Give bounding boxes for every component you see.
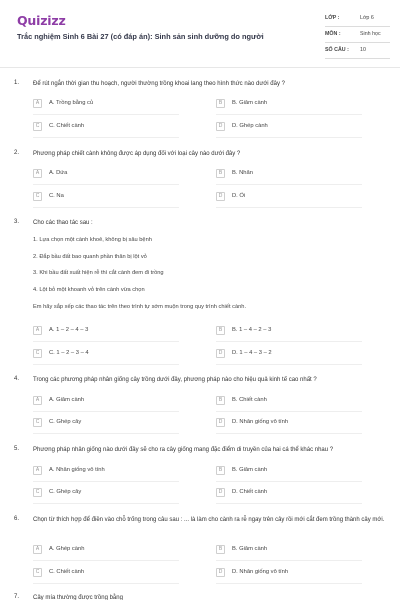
header-divider bbox=[0, 67, 400, 68]
option-text: B. Nhãn bbox=[232, 170, 253, 176]
option-underline bbox=[33, 184, 179, 185]
option-letter-box: C bbox=[33, 192, 42, 201]
option-b[interactable] bbox=[216, 99, 376, 111]
question-number: 6. bbox=[14, 516, 20, 522]
option-a[interactable] bbox=[33, 396, 193, 408]
option-b[interactable] bbox=[216, 169, 376, 181]
option-underline bbox=[216, 184, 362, 185]
quizizz-logo[interactable]: Quizizz bbox=[17, 13, 66, 28]
instruction-line: Em hãy sắp xếp các thao tác trên theo trình tự sớm muộn trong quy trình chiết cành. bbox=[33, 304, 247, 310]
option-letter-box: B bbox=[216, 169, 225, 178]
question-number: 3. bbox=[14, 219, 20, 225]
option-letter-box: D bbox=[216, 488, 225, 497]
question-number: 7. bbox=[14, 594, 20, 600]
option-b[interactable] bbox=[216, 326, 376, 338]
page-title: Trắc nghiệm Sinh 6 Bài 27 (có đáp án): Sinh sản sinh dưỡng do người bbox=[17, 32, 264, 41]
option-b[interactable] bbox=[216, 545, 376, 557]
option-text: D. 1 – 4 – 3 – 2 bbox=[232, 350, 272, 356]
option-letter-box: B bbox=[216, 466, 225, 475]
option-underline bbox=[216, 207, 362, 208]
option-text: C. Chiết cành bbox=[49, 123, 85, 129]
option-text: B. 1 – 4 – 2 – 3 bbox=[232, 327, 272, 333]
option-text: A. 1 – 2 – 4 – 3 bbox=[49, 327, 89, 333]
option-text: D. Nhân giống vô tính bbox=[232, 419, 289, 425]
option-text: C. Ghép cây bbox=[49, 419, 82, 425]
option-underline bbox=[33, 433, 179, 434]
option-text: B. Giâm cành bbox=[232, 546, 268, 552]
option-text: D. Nhân giống vô tính bbox=[232, 569, 289, 575]
step-line: 4. Lột bỏ một khoanh vỏ trên cành vừa chọn bbox=[33, 287, 145, 293]
option-letter-box: C bbox=[33, 418, 42, 427]
option-underline bbox=[216, 503, 362, 504]
option-letter-box: A bbox=[33, 99, 42, 108]
question-number: 5. bbox=[14, 446, 20, 452]
question-text: Để rút ngắn thời gian thu hoạch, người thường trồng khoai lang theo hình thức nào dưới đây ? bbox=[33, 81, 285, 87]
option-letter-box: B bbox=[216, 99, 225, 108]
option-underline bbox=[33, 114, 179, 115]
option-d[interactable] bbox=[216, 349, 376, 361]
option-underline bbox=[33, 560, 179, 561]
option-text: A. Nhân giống vô tính bbox=[49, 467, 105, 473]
question-text: Phương pháp nhân giống nào dưới đây sẽ cho ra cây giống mang đặc điểm di truyền của hai cá thể khác nhau ? bbox=[33, 447, 334, 453]
option-d[interactable] bbox=[216, 488, 376, 500]
option-underline bbox=[216, 341, 362, 342]
option-letter-box: C bbox=[33, 568, 42, 577]
option-underline bbox=[33, 481, 179, 482]
option-letter-box: A bbox=[33, 396, 42, 405]
question-text: Phương pháp chiết cành không được áp dụng đối với loại cây nào dưới đây ? bbox=[33, 151, 241, 157]
option-a[interactable] bbox=[33, 99, 193, 111]
meta-table bbox=[325, 11, 390, 59]
option-underline bbox=[33, 341, 179, 342]
option-underline bbox=[33, 411, 179, 412]
option-underline bbox=[216, 583, 362, 584]
option-text: C. 1 – 2 – 3 – 4 bbox=[49, 350, 89, 356]
meta-value: Sinh học bbox=[360, 31, 381, 37]
meta-row-count bbox=[325, 43, 390, 59]
option-letter-box: C bbox=[33, 122, 42, 131]
option-letter-box: C bbox=[33, 349, 42, 358]
option-underline bbox=[33, 207, 179, 208]
question-text: Chọn từ thích hợp để điền vào chỗ trống trong câu sau : ... là làm cho cành ra rễ ngay trên cây rồi mới cắt đem trồng thành cây mới. bbox=[33, 517, 385, 523]
step-line: 2. Đắp bầu đất bao quanh phần thân bị lột vỏ bbox=[33, 254, 147, 260]
option-letter-box: B bbox=[216, 326, 225, 335]
meta-label: LỚP : bbox=[325, 15, 340, 21]
option-letter-box: A bbox=[33, 545, 42, 554]
option-letter-box: D bbox=[216, 122, 225, 131]
option-underline bbox=[33, 583, 179, 584]
option-letter-box: A bbox=[33, 466, 42, 475]
option-text: A. Dứa bbox=[49, 170, 68, 176]
option-c[interactable] bbox=[33, 192, 193, 204]
option-text: A. Giâm cành bbox=[49, 397, 85, 403]
option-a[interactable] bbox=[33, 326, 193, 338]
worksheet-header bbox=[0, 0, 400, 62]
option-underline bbox=[216, 411, 362, 412]
meta-label: SỐ CÂU : bbox=[325, 47, 349, 53]
option-letter-box: C bbox=[33, 488, 42, 497]
question-number: 1. bbox=[14, 80, 20, 86]
option-c[interactable] bbox=[33, 488, 193, 500]
option-a[interactable] bbox=[33, 466, 193, 478]
option-letter-box: D bbox=[216, 192, 225, 201]
meta-label: MÔN : bbox=[325, 31, 341, 37]
option-c[interactable] bbox=[33, 122, 193, 134]
option-text: B. Giâm cành bbox=[232, 100, 268, 106]
question-text: Cây mía thường được trồng bằng bbox=[33, 595, 123, 600]
option-d[interactable] bbox=[216, 568, 376, 580]
option-letter-box: D bbox=[216, 418, 225, 427]
option-letter-box: B bbox=[216, 545, 225, 554]
option-letter-box: A bbox=[33, 169, 42, 178]
question-text: Trong các phương pháp nhân giống cây trồng dưới đây, phương pháp nào cho hiệu quả kinh tế cao nhất ? bbox=[33, 377, 317, 383]
option-underline bbox=[216, 433, 362, 434]
option-b[interactable] bbox=[216, 396, 376, 408]
meta-row-grade bbox=[325, 11, 390, 27]
option-text: C. Ghép cây bbox=[49, 489, 82, 495]
option-text: A. Trồng bằng củ bbox=[49, 100, 94, 106]
option-text: D. Ghép cành bbox=[232, 123, 268, 129]
option-c[interactable] bbox=[33, 568, 193, 580]
option-text: C. Chiết cành bbox=[49, 569, 85, 575]
option-underline bbox=[216, 137, 362, 138]
option-a[interactable] bbox=[33, 545, 193, 557]
option-underline bbox=[33, 137, 179, 138]
meta-row-subject bbox=[325, 27, 390, 43]
option-d[interactable] bbox=[216, 192, 376, 204]
option-c[interactable] bbox=[33, 418, 193, 430]
option-underline bbox=[216, 364, 362, 365]
option-letter-box: A bbox=[33, 326, 42, 335]
option-letter-box: B bbox=[216, 396, 225, 405]
option-underline bbox=[216, 481, 362, 482]
option-d[interactable] bbox=[216, 418, 376, 430]
option-underline bbox=[33, 503, 179, 504]
option-text: D. Ổi bbox=[232, 193, 246, 199]
step-line: 3. Khi bầu đất xuất hiện rễ thì cắt cành đem đi trồng bbox=[33, 270, 164, 276]
question-number: 4. bbox=[14, 376, 20, 382]
option-letter-box: D bbox=[216, 568, 225, 577]
question-number: 2. bbox=[14, 150, 20, 156]
meta-value: 10 bbox=[360, 47, 366, 53]
option-text: B. Chiết cành bbox=[232, 397, 267, 403]
option-underline bbox=[33, 364, 179, 365]
option-text: C. Na bbox=[49, 193, 64, 199]
meta-value: Lớp 6 bbox=[360, 15, 374, 21]
option-underline bbox=[216, 560, 362, 561]
option-text: A. Ghép cành bbox=[49, 546, 85, 552]
step-line: 1. Lựa chọn một cành khoẻ, không bị sâu bệnh bbox=[33, 237, 152, 243]
option-d[interactable] bbox=[216, 122, 376, 134]
question-text: Cho các thao tác sau : bbox=[33, 220, 93, 226]
option-text: D. Chiết cành bbox=[232, 489, 268, 495]
option-b[interactable] bbox=[216, 466, 376, 478]
option-a[interactable] bbox=[33, 169, 193, 181]
option-text: B. Giâm cành bbox=[232, 467, 268, 473]
option-letter-box: D bbox=[216, 349, 225, 358]
option-c[interactable] bbox=[33, 349, 193, 361]
option-underline bbox=[216, 114, 362, 115]
